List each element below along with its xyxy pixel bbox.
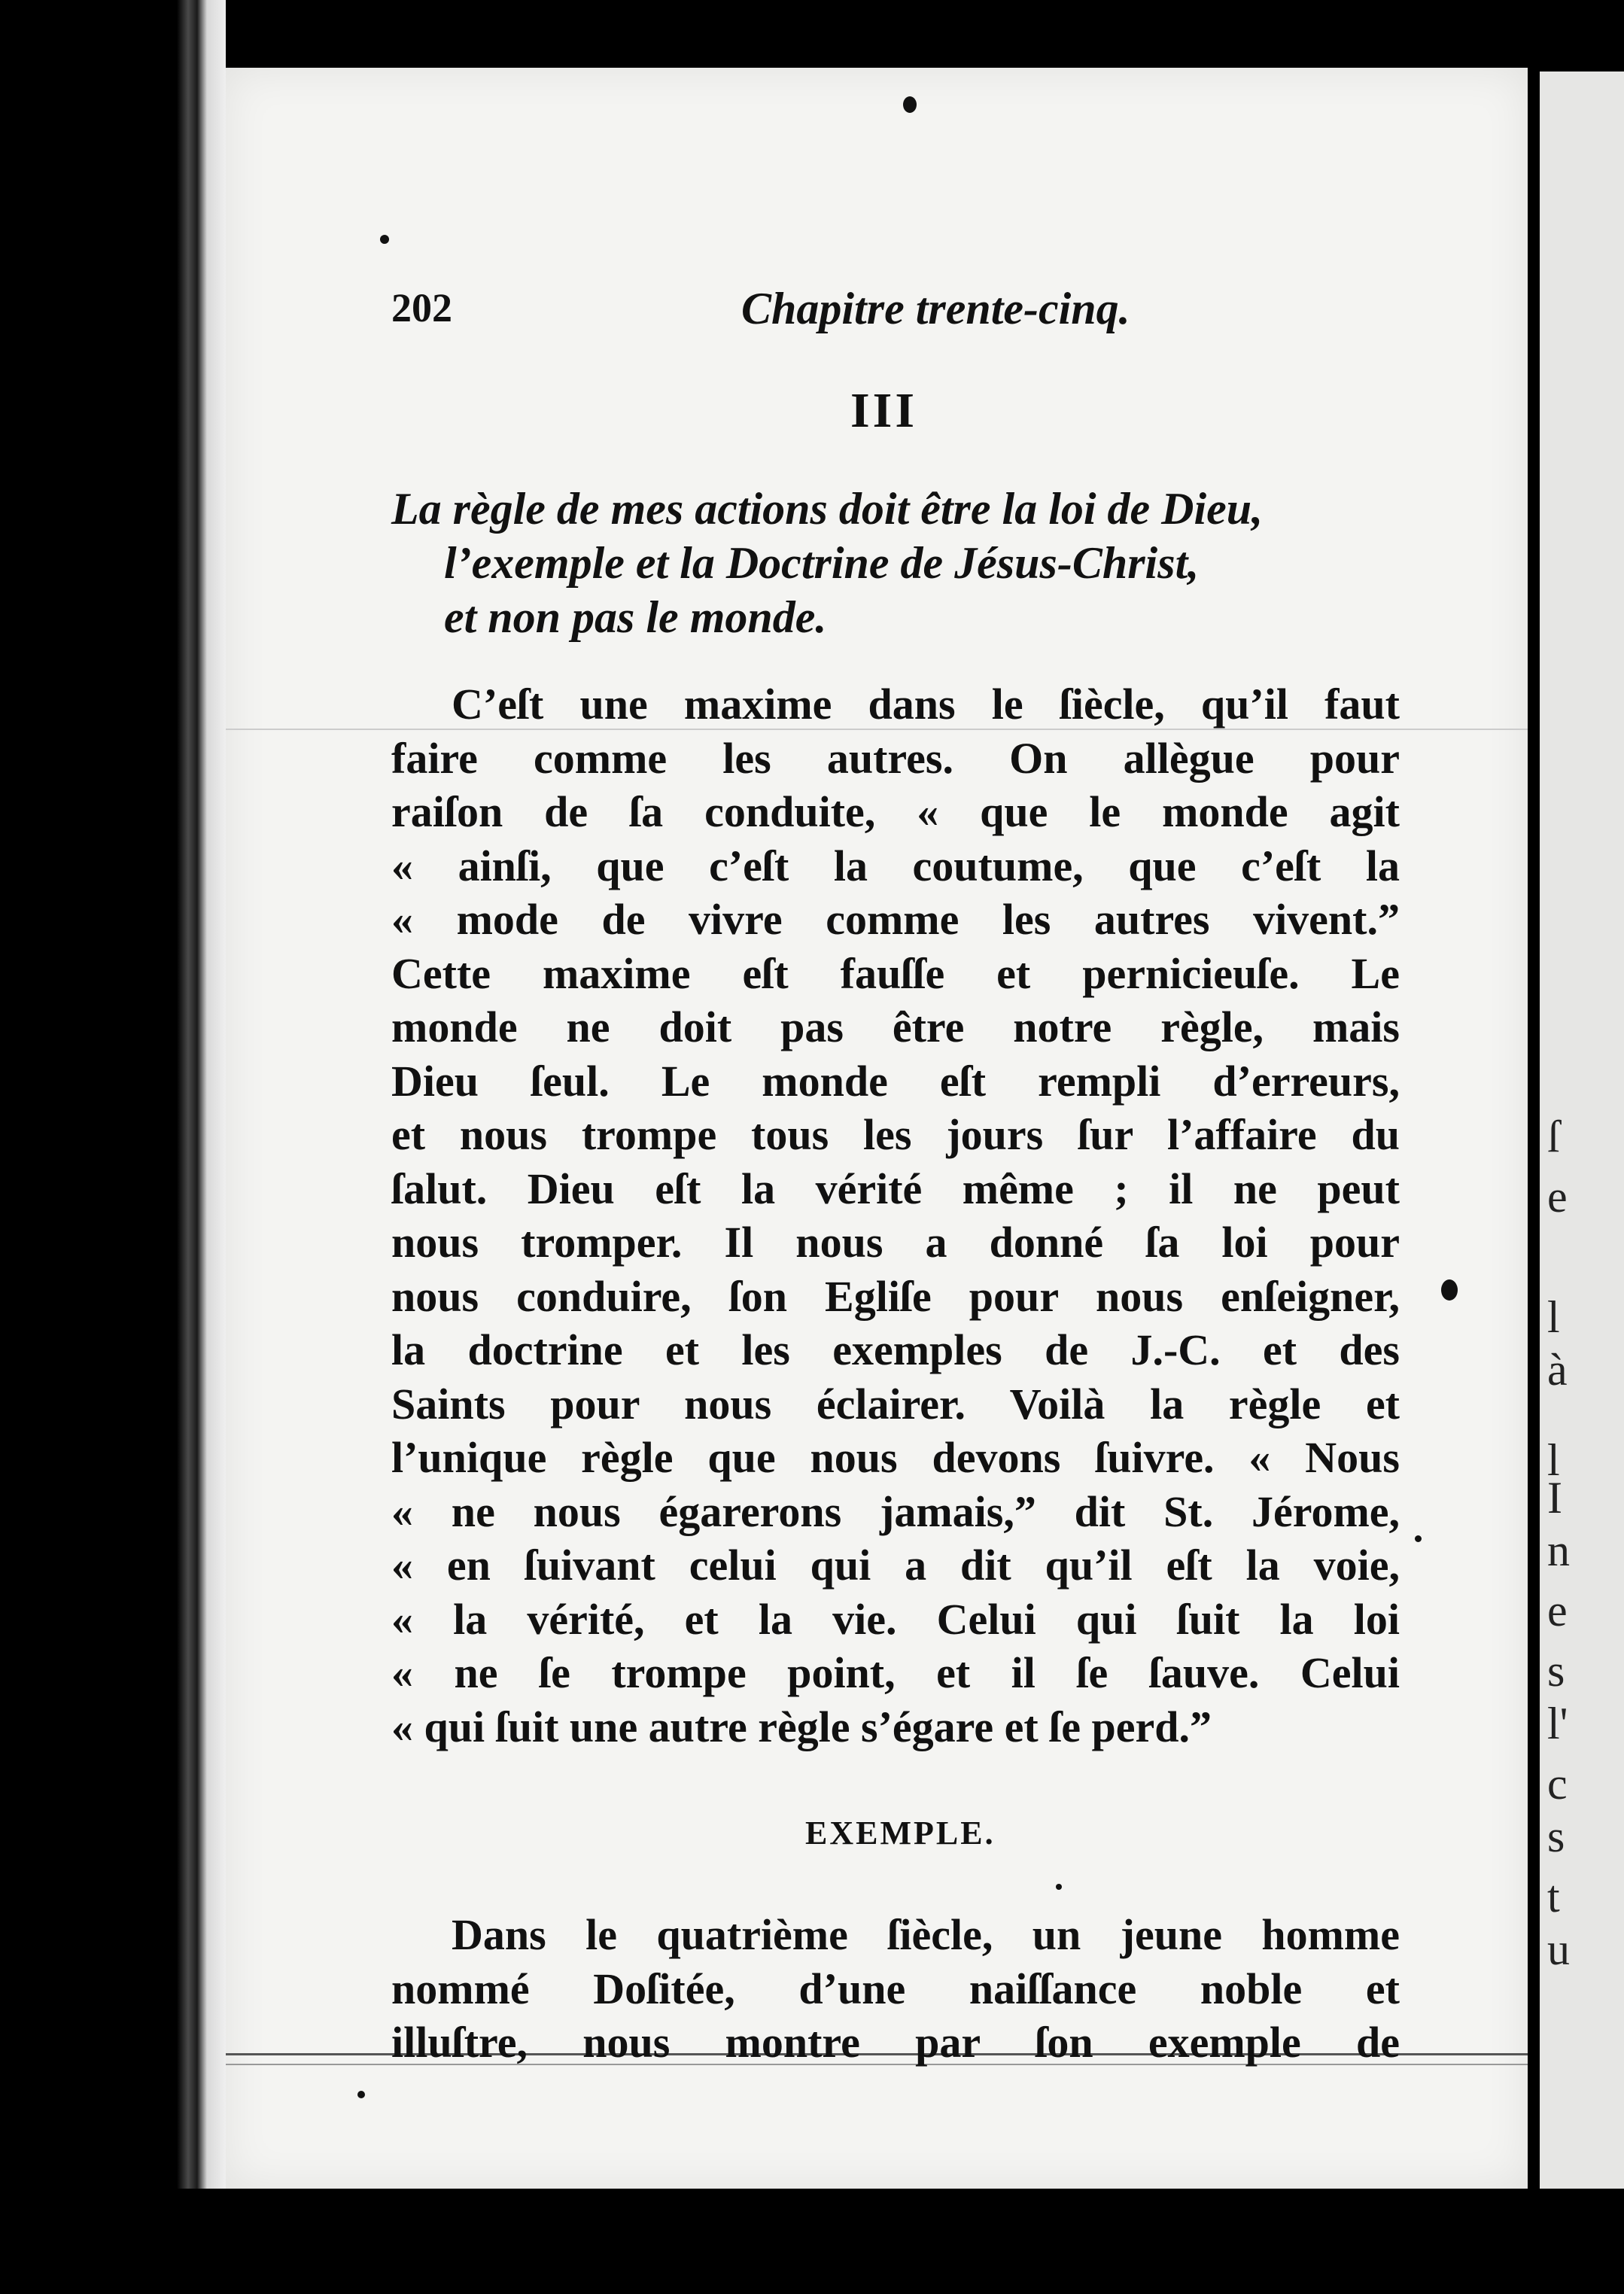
text-line: « ainſi, que c’eſt la coutume, que c’eſt la	[391, 841, 1400, 890]
text-line: Saints pour nous éclairer. Voilà la règle et	[391, 1379, 1400, 1428]
text-line: C’eſt une maxime dans le ſiècle, qu’il faut	[452, 680, 1400, 729]
exemple-paragraph	[391, 1908, 1400, 2070]
text-line: ſalut. Dieu eſt la vérité même ; il ne peut	[391, 1164, 1400, 1213]
adjacent-page-letter: l	[1547, 1435, 1560, 1485]
scan-speck	[1056, 1884, 1062, 1890]
adjacent-page-letter: l	[1547, 1292, 1560, 1342]
text-line: nous tromper. Il nous a donné ſa loi pour	[391, 1218, 1400, 1267]
text-line: raiſon de ſa conduite, « que le monde agit	[391, 787, 1400, 836]
text-line: Dans le quatrième ſiècle, un jeune homme	[452, 1910, 1400, 1959]
text-line: « ne nous égarerons jamais,” dit St. Jérome,	[391, 1486, 1400, 1536]
adjacent-page-edge	[1528, 71, 1624, 2189]
adjacent-page-letter: s	[1547, 1646, 1565, 1696]
adjacent-page-letter: n	[1547, 1526, 1570, 1575]
adjacent-page-letter: s	[1547, 1812, 1565, 1861]
section-numeral: III	[850, 383, 918, 438]
scan-speck	[1441, 1279, 1458, 1301]
text-line: et nous trompe tous les jours ſur l’affaire du	[391, 1110, 1400, 1159]
exemple-heading: EXEMPLE.	[805, 1815, 996, 1851]
chapter-title: Chapitre trente-cinq.	[741, 284, 1130, 333]
adjacent-page-letter: I	[1547, 1473, 1562, 1523]
text-line: monde ne doit pas être notre règle, mais	[391, 1002, 1400, 1051]
adjacent-page-letter: à	[1547, 1345, 1568, 1395]
running-head	[391, 284, 1249, 345]
main-paragraph	[391, 677, 1400, 1754]
adjacent-page-letter: e	[1547, 1586, 1568, 1635]
text-line: faire comme les autres. On allègue pour	[391, 733, 1400, 783]
text-line: « qui ſuit une autre règle s’égare et ſe perd.”	[391, 1702, 1212, 1751]
adjacent-page-letter: t	[1547, 1872, 1560, 1921]
summary-line: l’exemple et la Doctrine de Jésus-Christ,	[444, 538, 1200, 588]
text-line: Dieu ſeul. Le monde eſt rempli d’erreurs,	[391, 1056, 1400, 1106]
text-line: « la vérité, et la vie. Celui qui ſuit la loi	[391, 1594, 1400, 1644]
book-binding	[0, 0, 226, 2294]
scan-speck	[903, 96, 917, 113]
text-line: « mode de vivre comme les autres vivent.”	[391, 895, 1400, 944]
text-line: l’unique règle que nous devons ſuivre. « Nous	[391, 1433, 1400, 1482]
adjacent-page-letter: l'	[1547, 1699, 1568, 1748]
summary-line: et non pas le monde.	[444, 592, 827, 642]
text-line: Cette maxime eſt fauſſe et pernicieuſe. Le	[391, 948, 1400, 998]
scan-speck	[380, 235, 389, 244]
text-line: nous conduire, ſon Egliſe pour nous enſeigner,	[391, 1271, 1400, 1321]
page-number: 202	[391, 285, 452, 330]
text-line: « ne ſe trompe point, et il ſe ſauve. Celui	[391, 1648, 1400, 1697]
adjacent-page-letter: u	[1547, 1924, 1570, 1974]
adjacent-page-letter: c	[1547, 1759, 1568, 1809]
adjacent-page-letter: e	[1547, 1172, 1568, 1222]
text-line: illuſtre, nous montre par ſon exemple de	[391, 2018, 1400, 2067]
scan-border	[0, 2189, 1624, 2294]
section-summary	[391, 482, 1400, 644]
text-line: la doctrine et les exemples de J.-C. et des	[391, 1325, 1400, 1374]
scan-speck	[1415, 1535, 1422, 1542]
adjacent-page-letter: ſ	[1547, 1112, 1560, 1161]
scan-speck	[357, 2091, 365, 2098]
text-line: nommé Doſitée, d’une naiſſance noble et	[391, 1964, 1400, 2013]
summary-line: La règle de mes actions doit être la loi de Dieu,	[391, 484, 1264, 534]
text-line: « en ſuivant celui qui a dit qu’il eſt la voie,	[391, 1541, 1400, 1590]
